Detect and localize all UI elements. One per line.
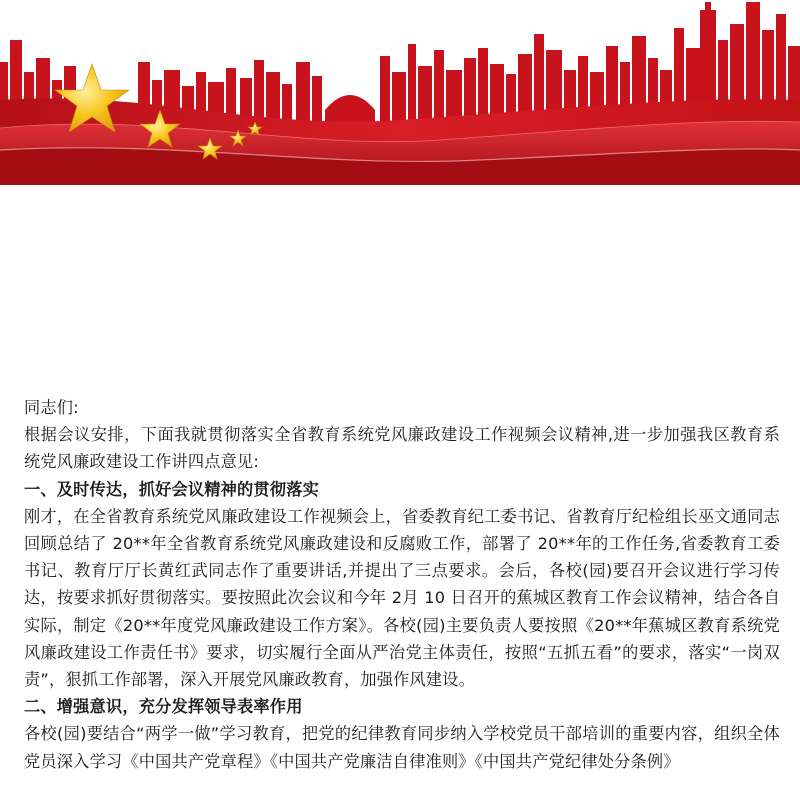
banner-illustration xyxy=(0,0,800,185)
section-1-title: 一、及时传达，抓好会议精神的贯彻落实 xyxy=(24,479,319,499)
speech-document xyxy=(24,394,780,775)
section-2-title: 二、增强意识，充分发挥领导表率作用 xyxy=(24,697,303,717)
salutation: 同志们: xyxy=(24,398,79,417)
section-2-body: 各校(园)要结合“两学一做”学习教育，把党的纪律教育同步纳入学校党员干部培训的重要内容，组织全体党员深入学习《中国共产党章程》《中国共产党廉洁自律准则》《中国共产党纪律处分条例》 xyxy=(24,724,780,771)
section-1-body: 刚才，在全省教育系统党风廉政建设工作视频会上，省委教育纪工委书记、省教育厅纪检组长巫文通同志回顾总结了 20**年全省教育系统党风廉政建设和反腐败工作，部署了 20**年的工作任务,省委教育工委书记、教育厅厅长黄红武同志作了重要讲话,并提出了三点要求。会后，各校(园)要召开会议进行学习传达，按要求抓好贯彻落实。要按照此次会议和今年 2月 10 日召开的蕉城区教育工作会议精神，结合各自实际，制定《20**年度党风廉政建设工作方案》。各校(园)主要负责人要按照《20**年蕉城区教育系统党风廉政建设工作责任书》要求，切实履行全面从严治党主体责任，按照“五抓五看”的要求，落实“一岗双责”，狠抓工作部署，深入开展党风廉政教育，加强作风建设。 xyxy=(24,506,780,690)
header-banner xyxy=(0,0,800,185)
intro-paragraph: 根据会议安排，下面我就贯彻落实全省教育系统党风廉政建设工作视频会议精神,进一步加强我区教育系统党风廉政建设工作讲四点意见: xyxy=(24,425,780,472)
